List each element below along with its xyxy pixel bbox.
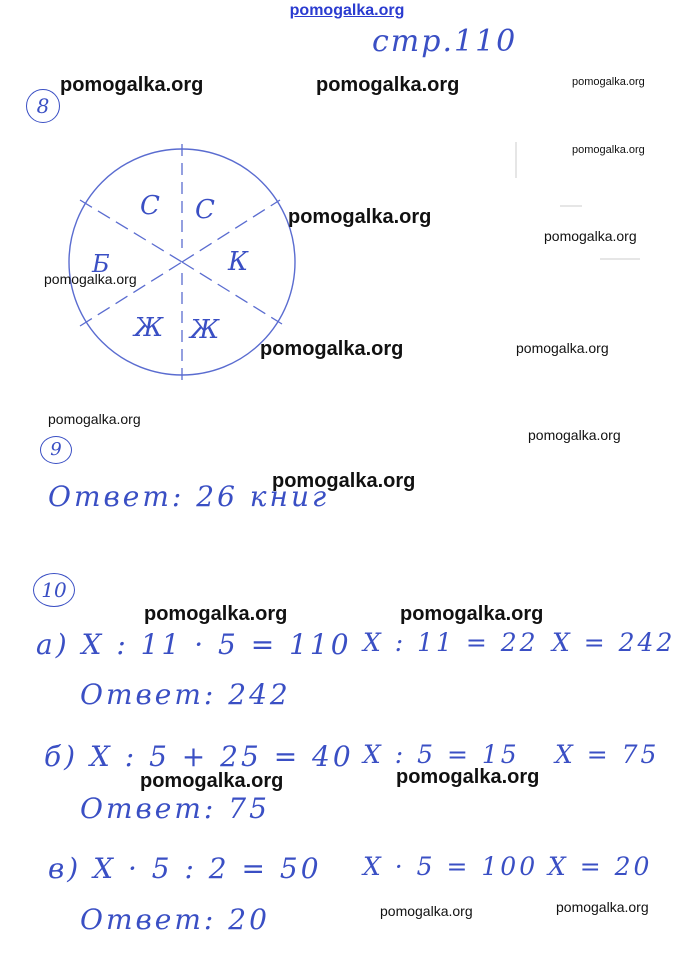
watermark: pomogalka.org <box>572 76 645 88</box>
watermark: pomogalka.org <box>516 340 609 356</box>
watermark: pomogalka.org <box>140 770 284 792</box>
watermark: pomogalka.org <box>528 427 621 443</box>
watermark: pomogalka.org <box>380 903 473 919</box>
sector-label: С <box>195 195 215 225</box>
sector-label: Ж <box>190 315 220 345</box>
task10a-solution: Х = 242 <box>552 628 676 657</box>
task10b-answer: Ответ: 75 <box>80 792 270 825</box>
watermark: pomogalka.org <box>48 411 141 427</box>
watermark: pomogalka.org <box>272 470 416 492</box>
task8-number: 8 <box>26 89 60 123</box>
watermark: pomogalka.org <box>288 206 432 228</box>
faint-mark <box>560 205 582 207</box>
task10c-solution: Х = 20 <box>548 852 653 881</box>
sector-label: Б <box>92 250 110 278</box>
watermark: pomogalka.org <box>544 228 637 244</box>
watermark: pomogalka.org <box>44 271 137 287</box>
task10b-solution: Х = 75 <box>555 740 660 769</box>
task10c-equation: в) Х · 5 : 2 = 50 <box>48 852 322 885</box>
task9-number: 9 <box>40 436 72 464</box>
task9-answer: Ответ: 26 книг <box>48 480 330 513</box>
faint-mark <box>515 142 517 178</box>
sector-label: С <box>140 191 160 221</box>
watermark: pomogalka.org <box>556 899 649 915</box>
task10c-step: Х · 5 = 100 <box>363 852 539 881</box>
watermark: pomogalka.org <box>572 144 645 156</box>
watermark: pomogalka.org <box>60 74 204 96</box>
watermark: pomogalka.org <box>260 338 404 360</box>
faint-mark <box>600 258 640 260</box>
page-label: стр.110 <box>372 24 518 59</box>
task10-number: 10 <box>33 573 75 607</box>
sector-label: Ж <box>134 313 164 343</box>
task10a-answer: Ответ: 242 <box>80 678 291 711</box>
site-header[interactable]: pomogalka.org <box>289 2 405 19</box>
sector-label: К <box>228 247 249 277</box>
task10b-equation: б) Х : 5 + 25 = 40 <box>44 740 354 773</box>
task10a-equation: а) Х : 11 · 5 = 110 <box>36 628 352 661</box>
watermark: pomogalka.org <box>396 766 540 788</box>
task10a-step: Х : 11 = 22 <box>363 628 539 657</box>
watermark: pomogalka.org <box>316 74 460 96</box>
task10b-step: Х : 5 = 15 <box>363 740 520 769</box>
watermark: pomogalka.org <box>144 603 288 625</box>
watermark: pomogalka.org <box>400 603 544 625</box>
task10c-answer: Ответ: 20 <box>80 903 270 936</box>
